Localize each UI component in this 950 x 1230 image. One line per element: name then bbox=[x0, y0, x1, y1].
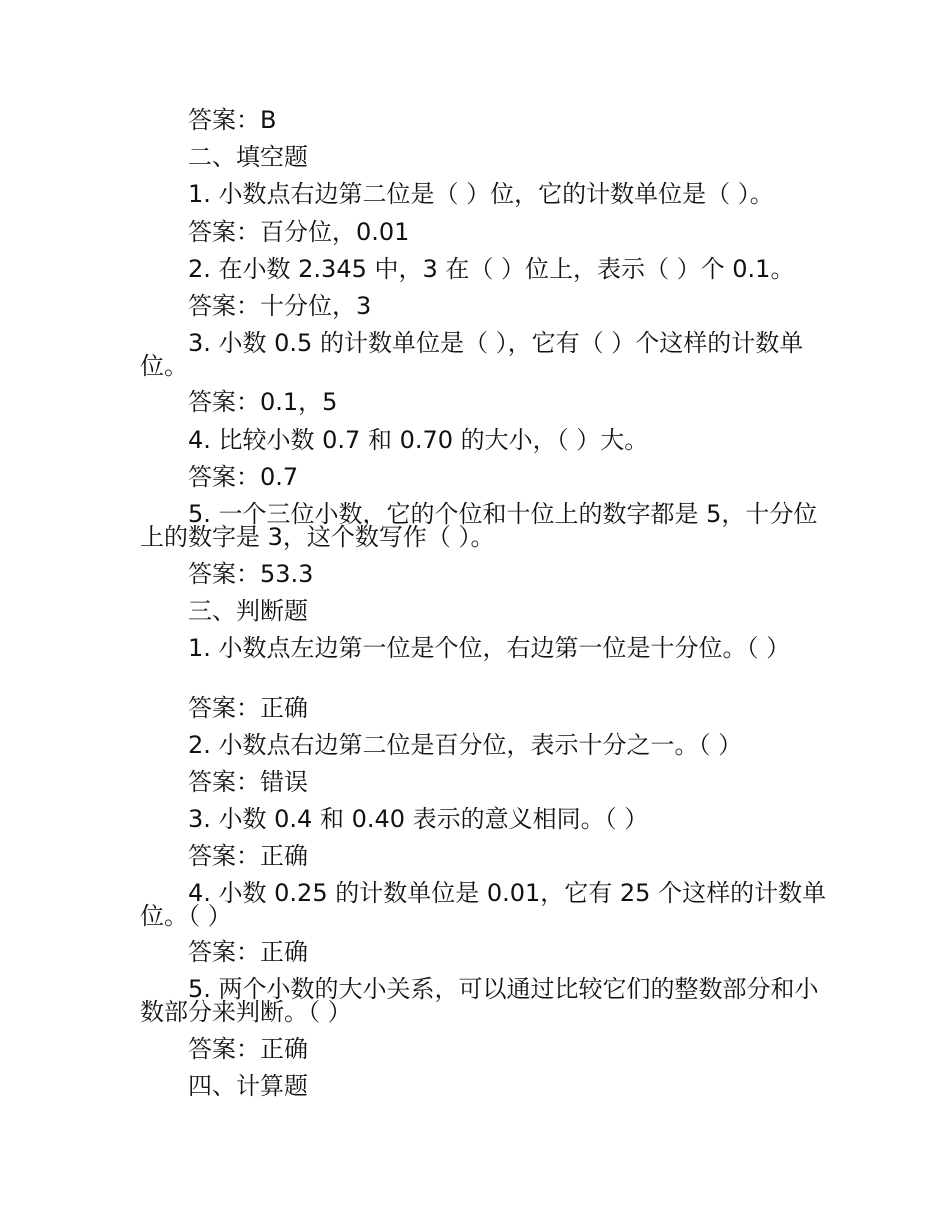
question-fill-1: 1. 小数点右边第二位是（ ）位，它的计数单位是（ ）。 bbox=[188, 180, 774, 208]
question-judge-4: 4. 小数 0.25 的计数单位是 0.01，它有 25 个这样的计数单位。（ ） bbox=[140, 879, 827, 930]
question-judge-3: 3. 小数 0.4 和 0.40 表示的意义相同。（ ） bbox=[188, 805, 649, 833]
question-fill-2: 2. 在小数 2.345 中，3 在（ ）位上，表示（ ）个 0.1。 bbox=[188, 255, 795, 283]
answer-line: 答案：正确 bbox=[188, 938, 308, 966]
question-fill-5: 5. 一个三位小数，它的个位和十位上的数字都是 5，十分位上的数字是 3，这个数写作（ ）。 bbox=[140, 500, 818, 551]
answer-line: 答案：0.7 bbox=[188, 463, 299, 491]
answer-line: 答案：错误 bbox=[188, 768, 308, 796]
section-heading-true-false: 三、判断题 bbox=[188, 597, 308, 625]
answer-line: 答案：53.3 bbox=[188, 560, 314, 588]
question-judge-2: 2. 小数点右边第二位是百分位，表示十分之一。（ ） bbox=[188, 731, 743, 759]
answer-line: 答案：百分位，0.01 bbox=[188, 218, 410, 246]
answer-line: 答案：十分位，3 bbox=[188, 292, 372, 320]
answer-line: 答案：正确 bbox=[188, 1035, 308, 1063]
question-fill-4: 4. 比较小数 0.7 和 0.70 的大小，（ ）大。 bbox=[188, 426, 649, 454]
section-heading-fill-in: 二、填空题 bbox=[188, 143, 308, 171]
answer-line: 答案：正确 bbox=[188, 694, 308, 722]
question-judge-5: 5. 两个小数的大小关系，可以通过比较它们的整数部分和小数部分来判断。（ ） bbox=[140, 975, 819, 1026]
answer-line: 答案：正确 bbox=[188, 842, 308, 870]
section-heading-calculation: 四、计算题 bbox=[188, 1072, 308, 1100]
question-fill-3: 3. 小数 0.5 的计数单位是（ ），它有（ ）个这样的计数单位。 bbox=[140, 329, 804, 380]
answer-line: 答案：0.1，5 bbox=[188, 388, 338, 416]
question-judge-1: 1. 小数点左边第一位是个位，右边第一位是十分位。（ ） bbox=[188, 634, 791, 662]
answer-line: 答案：B bbox=[188, 106, 277, 134]
